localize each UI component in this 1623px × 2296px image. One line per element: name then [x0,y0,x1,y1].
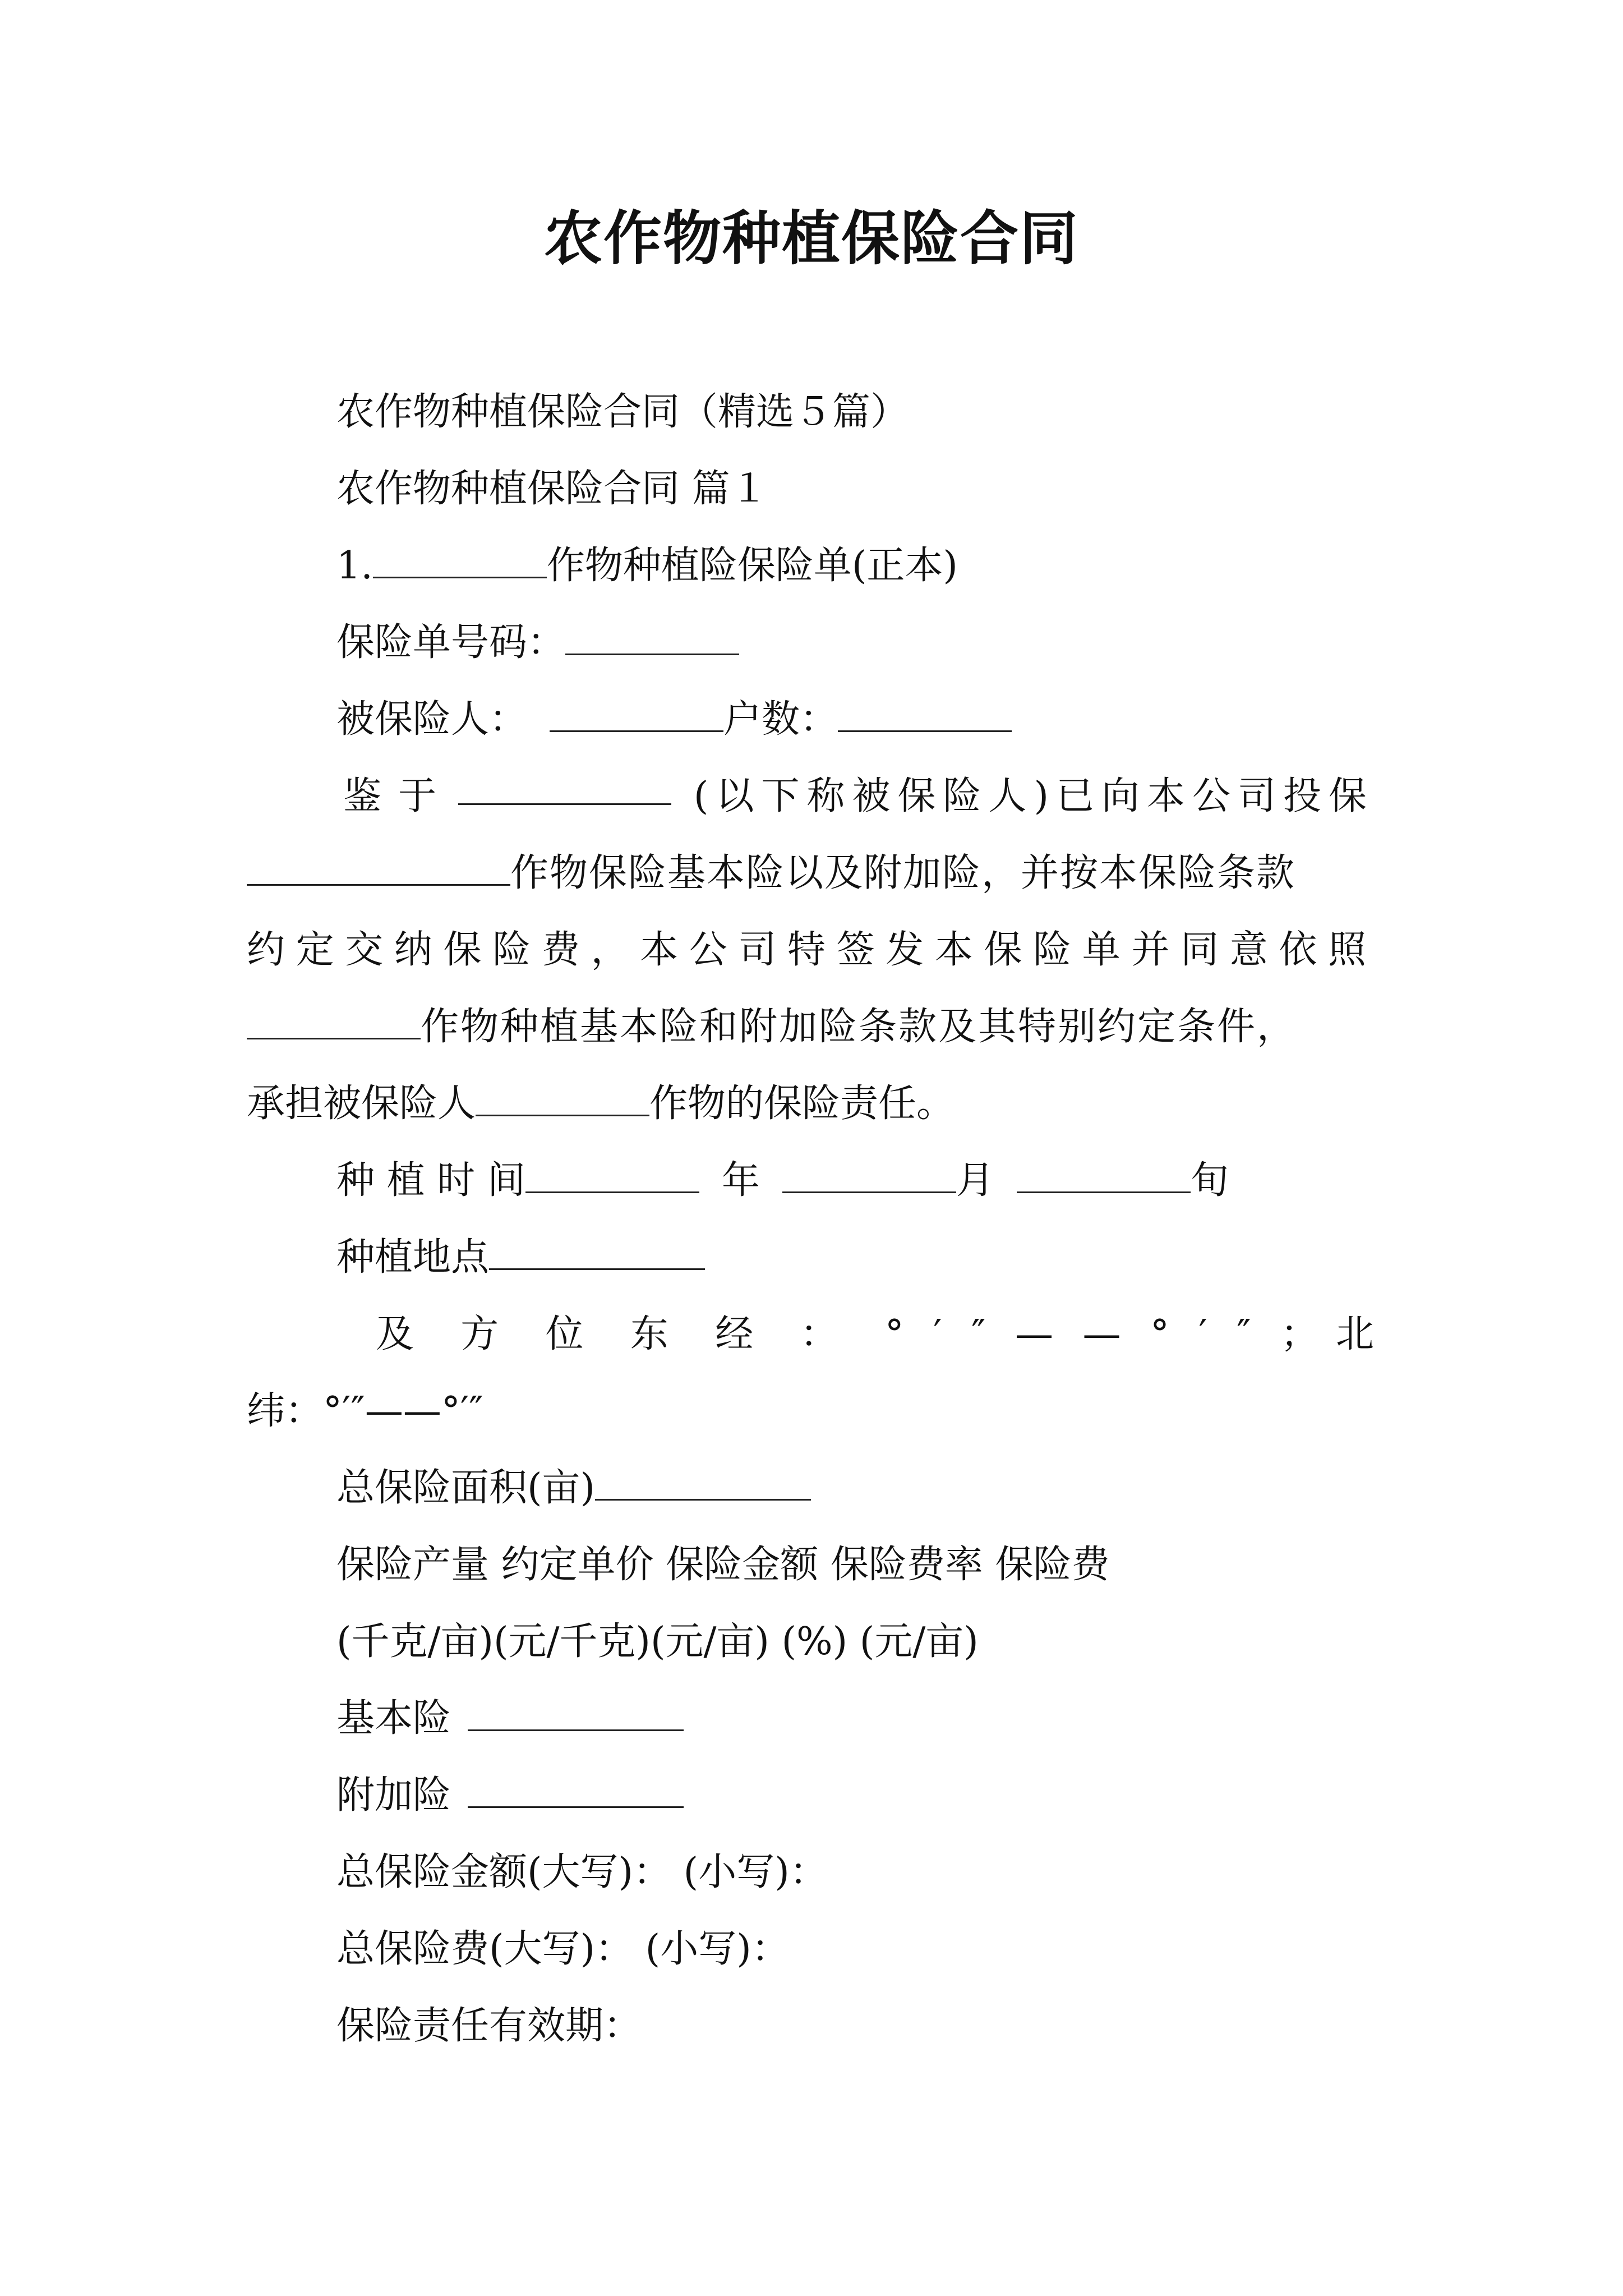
policy-number-line [336,615,739,671]
planting-location-line [336,1230,705,1286]
text-segment: 作物的保险责任。 [649,1082,955,1126]
blank-field[interactable] [247,849,510,886]
text-segment: 1. [336,544,373,588]
text-segment: 农作物种植保险合同 篇１ [336,467,768,511]
text-segment: 作物保险基本险以及附加险，并按本保险条款 [510,851,1296,895]
text-segment: 被保险人： [336,697,528,742]
text-segment: 总保险金额(大写)： (小写)： [336,1850,828,1894]
paragraph-line [336,769,1374,825]
text-segment: 附加险 [336,1773,451,1818]
text-segment: 农作物种植保险合同（精选５篇） [336,390,909,434]
text-segment: 总保险费(大写)： (小写)： [336,1927,790,1971]
blank-field[interactable] [458,769,671,805]
text-segment: 纬：°′″——°′″ [247,1389,483,1433]
text-segment: 户数： [723,697,838,742]
basic-insurance-line [336,1691,684,1747]
paragraph-line [247,845,1295,901]
blank-field[interactable] [247,1003,421,1039]
text-segment: (千克/亩)(元/千克)(元/亩) (%) (元/亩) [336,1619,979,1664]
planting-time-line [336,1153,1229,1209]
text-segment: 作物种植基本险和附加险条款及其特别约定条件， [421,1005,1297,1049]
blank-field[interactable] [476,1080,649,1116]
text-segment: 约定交纳保险费，本公司特签发本保险单并同意依照 [247,928,1374,972]
text-segment: 旬 [1190,1158,1229,1203]
blank-field[interactable] [468,1772,684,1808]
total-premium-line [336,1921,790,1977]
blank-field[interactable] [468,1695,684,1731]
text-segment: 总保险面积(亩) [336,1466,596,1510]
blank-field[interactable] [525,1157,699,1193]
blank-field[interactable] [838,696,1012,732]
blank-field[interactable] [782,1157,956,1193]
paragraph-line [247,999,1297,1055]
text-segment: 作物种植险保险单(正本) [546,544,958,588]
total-sum-insured-line [336,1844,828,1901]
blank-field[interactable] [373,542,547,578]
blank-field[interactable] [1017,1157,1191,1193]
text-segment: 种 植 时 间 [336,1158,525,1203]
coordinates-line [247,1383,483,1439]
table-units-line [336,1614,979,1670]
blank-field[interactable] [489,1234,705,1270]
blank-field[interactable] [565,619,739,655]
coordinates-line [376,1306,1374,1363]
text-segment: 月 [956,1158,994,1203]
blank-field[interactable] [595,1464,811,1501]
insured-line [336,692,1012,748]
validity-period-line [336,1998,642,2054]
paragraph-line [247,1076,955,1132]
text-segment: 种植地点 [336,1235,490,1280]
table-header-line [336,1537,1109,1593]
paragraph-line [247,922,1374,978]
additional-insurance-line [336,1768,684,1824]
document-title: 农作物种植保险合同 [543,204,1079,273]
text-segment: 鉴于 [343,774,454,818]
text-segment: (以下称被保险人)已向本公司投保 [693,774,1374,818]
text-segment: 年 [721,1158,760,1203]
text-segment: 保险责任有效期： [336,2004,642,2048]
text-segment: 保险产量 约定单价 保险金额 保险费率 保险费 [336,1543,1110,1587]
text-segment: 保险单号码： [336,620,566,665]
section-heading [336,461,768,517]
text-segment: 及 方 位 东 经 ： ° ′ ″ — — ° ′ ″ ；北 [376,1312,1374,1356]
text-segment: 承担被保险人 [247,1082,476,1126]
policy-heading-line [336,538,958,594]
text-segment: 基本险 [336,1696,451,1741]
subtitle-line [336,384,909,440]
blank-field[interactable] [550,696,723,732]
total-area-line [336,1460,811,1516]
